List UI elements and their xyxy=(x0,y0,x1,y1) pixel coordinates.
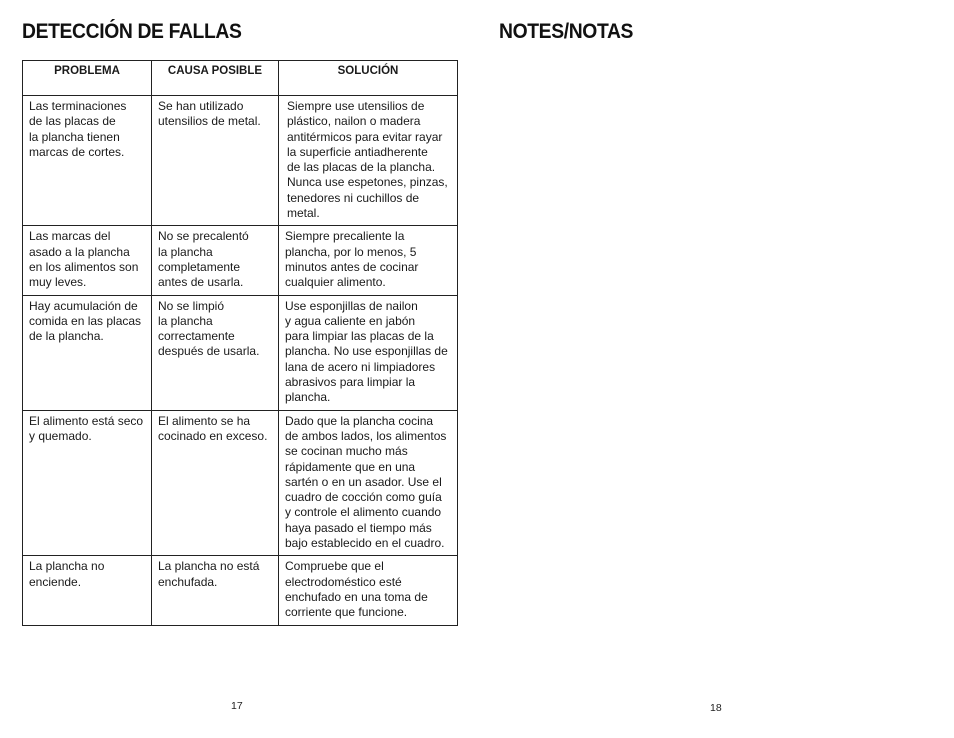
cause-cell: Se han utilizado utensilios de metal. xyxy=(152,96,279,226)
page-number-left: 17 xyxy=(231,700,243,712)
table-row xyxy=(23,295,458,410)
cause-cell: No se precalentó la plancha completamente antes de usarla. xyxy=(152,226,279,295)
solution-cell: Dado que la plancha cocina de ambos lados, los alimentos se cocinan mucho más rápidamente que en una sartén o en un asador. Use el cuadro de cocción como guía y controle el alimento cuando haya pasado el tiempo más bajo establecido en el cuadro. xyxy=(279,410,458,556)
page-title-notes: NOTES/NOTAS xyxy=(499,20,634,43)
solution-cell: Compruebe que el electrodoméstico esté enchufado en una toma de corriente que funcione. xyxy=(279,556,458,625)
cause-cell: No se limpió la plancha correctamente después de usarla. xyxy=(152,295,279,410)
page-title-troubleshooting: DETECCIÓN DE FALLAS xyxy=(22,20,242,43)
column-header-cause: CAUSA POSIBLE xyxy=(152,61,279,96)
table-row xyxy=(23,556,458,625)
page-number-right: 18 xyxy=(710,702,722,714)
problem-cell: Las terminaciones de las placas de la plancha tienen marcas de cortes. xyxy=(23,96,152,226)
solution-cell: Use esponjillas de nailon y agua caliente en jabón para limpiar las placas de la plancha. No use esponjillas de lana de acero ni limpiadores abrasivos para limpiar la plancha. xyxy=(279,295,458,410)
table-header-row xyxy=(23,61,458,96)
table-row xyxy=(23,96,458,226)
cause-cell: La plancha no está enchufada. xyxy=(152,556,279,625)
problem-cell: La plancha no enciende. xyxy=(23,556,152,625)
problem-cell: El alimento está seco y quemado. xyxy=(23,410,152,556)
solution-cell: Siempre precaliente la plancha, por lo menos, 5 minutos antes de cocinar cualquier alimento. xyxy=(279,226,458,295)
troubleshooting-table xyxy=(22,60,458,626)
column-header-problem: PROBLEMA xyxy=(23,61,152,96)
table-row xyxy=(23,226,458,295)
solution-cell: Siempre use utensilios de plástico, nailon o madera antitérmicos para evitar rayar la superficie antiadherente de las placas de la plancha. Nunca use espetones, pinzas, tenedores ni cuchillos de metal. xyxy=(279,96,458,226)
table-row xyxy=(23,410,458,556)
column-header-solution: SOLUCIÓN xyxy=(279,61,458,96)
cause-cell: El alimento se ha cocinado en exceso. xyxy=(152,410,279,556)
problem-cell: Las marcas del asado a la plancha en los alimentos son muy leves. xyxy=(23,226,152,295)
problem-cell: Hay acumulación de comida en las placas de la plancha. xyxy=(23,295,152,410)
